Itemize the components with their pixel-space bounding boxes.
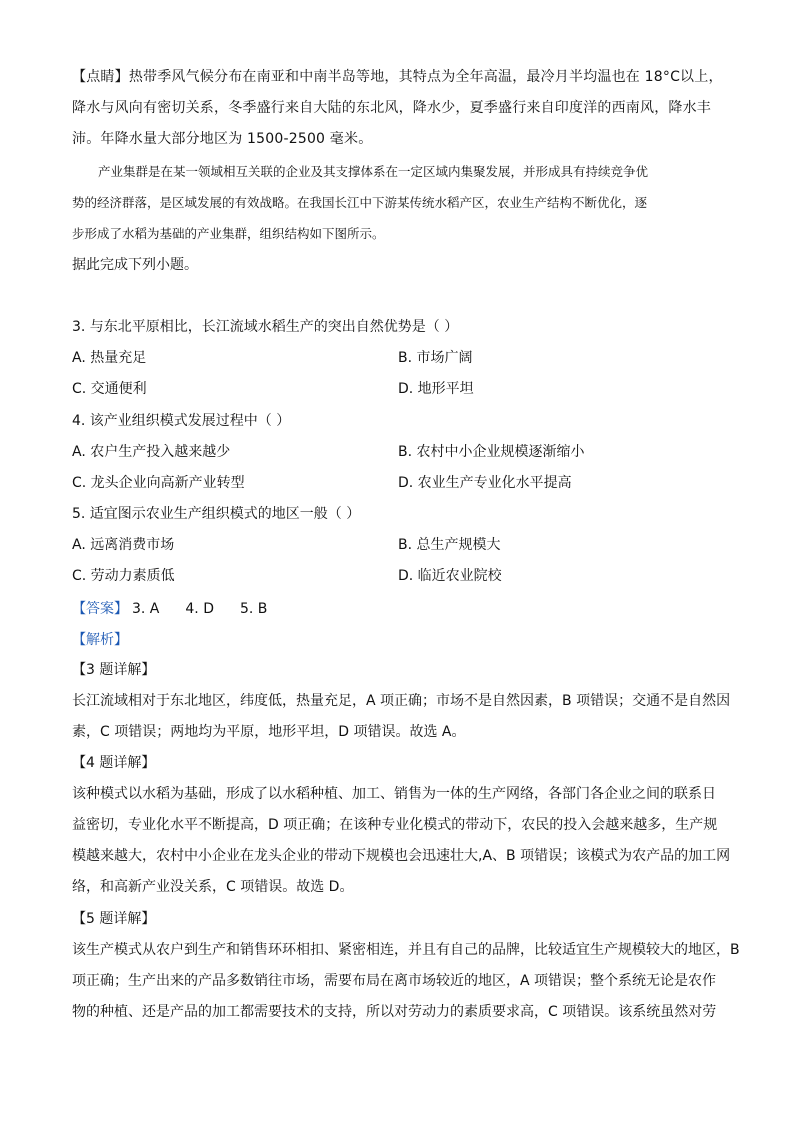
tip-line-2: 降水与风向有密切关系，冬季盛行来自大陆的东北风，降水少，夏季盛行来自印度洋的西南风，降水丰: [72, 100, 711, 116]
detail-4-line-3: 模越来越大，农村中小企业在龙头企业的带动下规模也会迅速壮大,A、B 项错误；该模式为农产品的加工网: [72, 848, 731, 864]
tip-line-3: 沛。年降水量大部分地区为 1500-2500 毫米。: [72, 131, 373, 147]
detail-4-heading: 【4 题详解】: [72, 755, 156, 771]
detail-5-line-3: 物的种植、还是产品的加工都需要技术的支持，所以对劳动力的素质要求高，C 项错误。该系统虽然对劳: [72, 1004, 717, 1020]
detail-5-line-2: 项正确；生产出来的产品多数销往市场，需要布局在离市场较近的地区，A 项错误；整个系统无论是农作: [72, 973, 717, 989]
q4-option-c: C. 龙头企业向高新产业转型: [72, 475, 245, 491]
tip-section: [72, 62, 742, 155]
answer-3: 3. A: [132, 601, 160, 617]
material-passage: [72, 156, 742, 249]
answer-4: 4. D: [185, 601, 214, 617]
material-line-2: 势的经济群落，是区域发展的有效战略。在我国长江中下游某传统水稻产区，农业生产结构不断优化，逐: [72, 195, 648, 210]
q4-option-a: A. 农户生产投入越来越少: [72, 444, 231, 460]
question-3-stem: 3. 与东北平原相比，长江流域水稻生产的突出自然优势是（ ）: [72, 319, 459, 335]
question-4-stem: 4. 该产业组织模式发展过程中（ ）: [72, 413, 291, 429]
q5-option-d: D. 临近农业院校: [398, 568, 502, 584]
detail-4-section: [72, 748, 742, 903]
q5-option-b: B. 总生产规模大: [398, 537, 501, 553]
q5-option-a: A. 远离消费市场: [72, 537, 175, 553]
answer-tag: 【答案】: [72, 601, 128, 617]
tip-line-1: [72, 62, 742, 93]
material-line-3: 步形成了水稻为基础的产业集群，组织结构如下图所示。: [72, 226, 385, 241]
material-line-1: 产业集群是在某一领域相互关联的企业及其支撑体系在一定区域内集聚发展，并形成具有持续竞争优: [98, 164, 649, 179]
question-5-options: [72, 530, 742, 592]
q5-option-c: C. 劳动力素质低: [72, 568, 175, 584]
answer-5: 5. B: [239, 601, 268, 617]
question-3-options: [72, 343, 742, 405]
answer-values: [132, 601, 293, 617]
detail-3-line-1: 长江流域相对于东北地区，纬度低，热量充足，A 项正确；市场不是自然因素，B 项错误；交通不是自然因: [72, 693, 731, 709]
q3-option-a: A. 热量充足: [72, 350, 147, 366]
tip-tag: 【点睛】: [72, 69, 129, 85]
q3-option-b: B. 市场广阔: [398, 350, 473, 366]
detail-5-line-1: 该生产模式从农户到生产和销售环环相扣、紧密相连，并且有自己的品牌，比较适宜生产规模较大的地区，B: [72, 942, 740, 958]
q4-option-b: B. 农村中小企业规模逐渐缩小: [398, 444, 585, 460]
question-5-stem: 5. 适宜图示农业生产组织模式的地区一般（ ）: [72, 506, 361, 522]
q3-option-c: C. 交通便利: [72, 381, 147, 397]
detail-3-line-2: 素，C 项错误；两地均为平原，地形平坦，D 项错误。故选 A。: [72, 724, 466, 740]
detail-5-heading: 【5 题详解】: [72, 911, 156, 927]
detail-3-section: [72, 655, 742, 748]
detail-4-line-1: 该种模式以水稻为基础，形成了以水稻种植、加工、销售为一体的生产网络，各部门各企业之间的联系日: [72, 786, 716, 802]
q4-option-d: D. 农业生产专业化水平提高: [398, 475, 572, 491]
answer-line: [72, 594, 742, 625]
detail-4-line-4: 络，和高新产业没关系，C 项错误。故选 D。: [72, 879, 354, 895]
analysis-heading: [72, 625, 742, 656]
detail-4-line-2: 益密切，专业化水平不断提高，D 项正确；在该种专业化模式的带动下，农民的投入会越来越多，生产规: [72, 817, 718, 833]
detail-5-section: [72, 904, 742, 1028]
detail-3-heading: 【3 题详解】: [72, 662, 156, 678]
q3-option-d: D. 地形平坦: [398, 381, 474, 397]
instruction-text: 据此完成下列小题。: [72, 257, 198, 273]
question-4-options: [72, 437, 742, 499]
analysis-tag: 【解析】: [72, 632, 128, 648]
tip-text: 热带季风气候分布在南亚和中南半岛等地，其特点为全年高温，最冷月半均温也在 18°C以上，: [128, 69, 723, 85]
